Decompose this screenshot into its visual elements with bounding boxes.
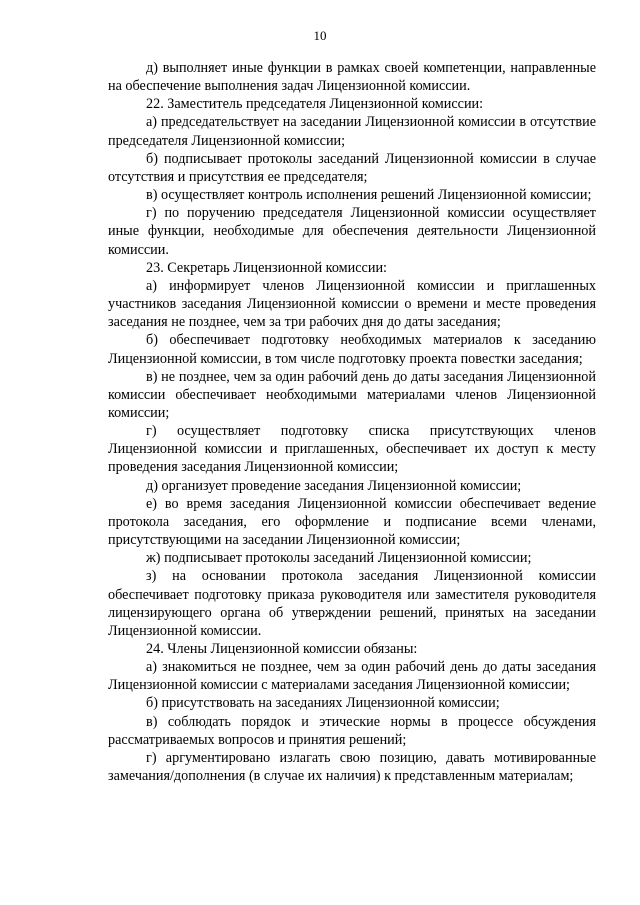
paragraph-23-e: е) во время заседания Лицензионной комиссии обеспечивает ведение протокола заседания, его оформление и подписание всеми членами, присутствующими на заседании Лицензионной комиссии; (108, 495, 596, 549)
document-body (108, 59, 596, 785)
paragraph-23-zh: ж) подписывает протоколы заседаний Лицензионной комиссии; (146, 550, 532, 567)
paragraph-24-g: г) аргументировано излагать свою позицию, давать мотивированные замечания/дополнения (в случае их наличия) к представленным материалам; (108, 749, 596, 785)
paragraph-24-b: б) присутствовать на заседаниях Лицензионной комиссии; (146, 695, 500, 712)
paragraph-23-b: б) обеспечивает подготовку необходимых материалов к заседанию Лицензионной комиссии, в том числе подготовку проекта повестки заседания; (108, 332, 596, 367)
paragraph-22-b: б) подписывает протоколы заседаний Лицензионной комиссии в случае отсутствия и присутствия ее председателя; (108, 150, 596, 185)
paragraph-item-d-other-functions: д) выполняет иные функции в рамках своей компетенции, направленные на обеспечение выполнения задач Лицензионной комиссии. (108, 60, 596, 95)
paragraph-23-d: д) организует проведение заседания Лицензионной комиссии; (146, 477, 522, 494)
paragraph-23-z: з) на основании протокола заседания Лицензионной комиссии обеспечивает подготовку приказа руководителя или заместителя руководителя лицензирующего органа об утверждении решений, принятых на заседании Лицензионной комиссии. (108, 568, 596, 639)
section-heading-23: 23. Секретарь Лицензионной комиссии: (146, 259, 387, 276)
paragraph-24-a: а) знакомиться не позднее, чем за один рабочий день до даты заседания Лицензионной комиссии с материалами заседания Лицензионной комиссии; (108, 659, 596, 694)
paragraph-22-a: а) председательствует на заседании Лицензионной комиссии в отсутствие председателя Лицензионной комиссии; (108, 114, 596, 149)
page-number: 10 (313, 28, 327, 43)
paragraph-23-v: в) не позднее, чем за один рабочий день до даты заседания Лицензионной комиссии обеспечивает необходимыми материалами членов Лицензионной комиссии; (108, 368, 596, 421)
paragraph-22-v: в) осуществляет контроль исполнения решений Лицензионной комиссии; (146, 187, 592, 204)
section-heading-24: 24. Члены Лицензионной комиссии обязаны: (146, 641, 418, 657)
paragraph-23-a: а) информирует членов Лицензионной комиссии и приглашенных участников заседания Лицензионной комиссии о времени и месте проведения заседания не позднее, чем за три рабочих дня до даты заседания; (108, 277, 596, 331)
paragraph-24-v: в) соблюдать порядок и этические нормы в процессе обсуждения рассматриваемых вопросов и принятия решений; (108, 713, 596, 748)
paragraph-23-g: г) осуществляет подготовку списка присутствующих членов Лицензионной комиссии и приглашенных, обеспечивает их доступ к месту проведения заседания Лицензионной комиссии; (108, 423, 596, 476)
section-heading-22: 22. Заместитель председателя Лицензионной комиссии: (146, 96, 484, 113)
paragraph-22-g: г) по поручению председателя Лицензионной комиссии осуществляет иные функции, необходимые для обеспечения деятельности Лицензионной комиссии. (108, 205, 596, 258)
